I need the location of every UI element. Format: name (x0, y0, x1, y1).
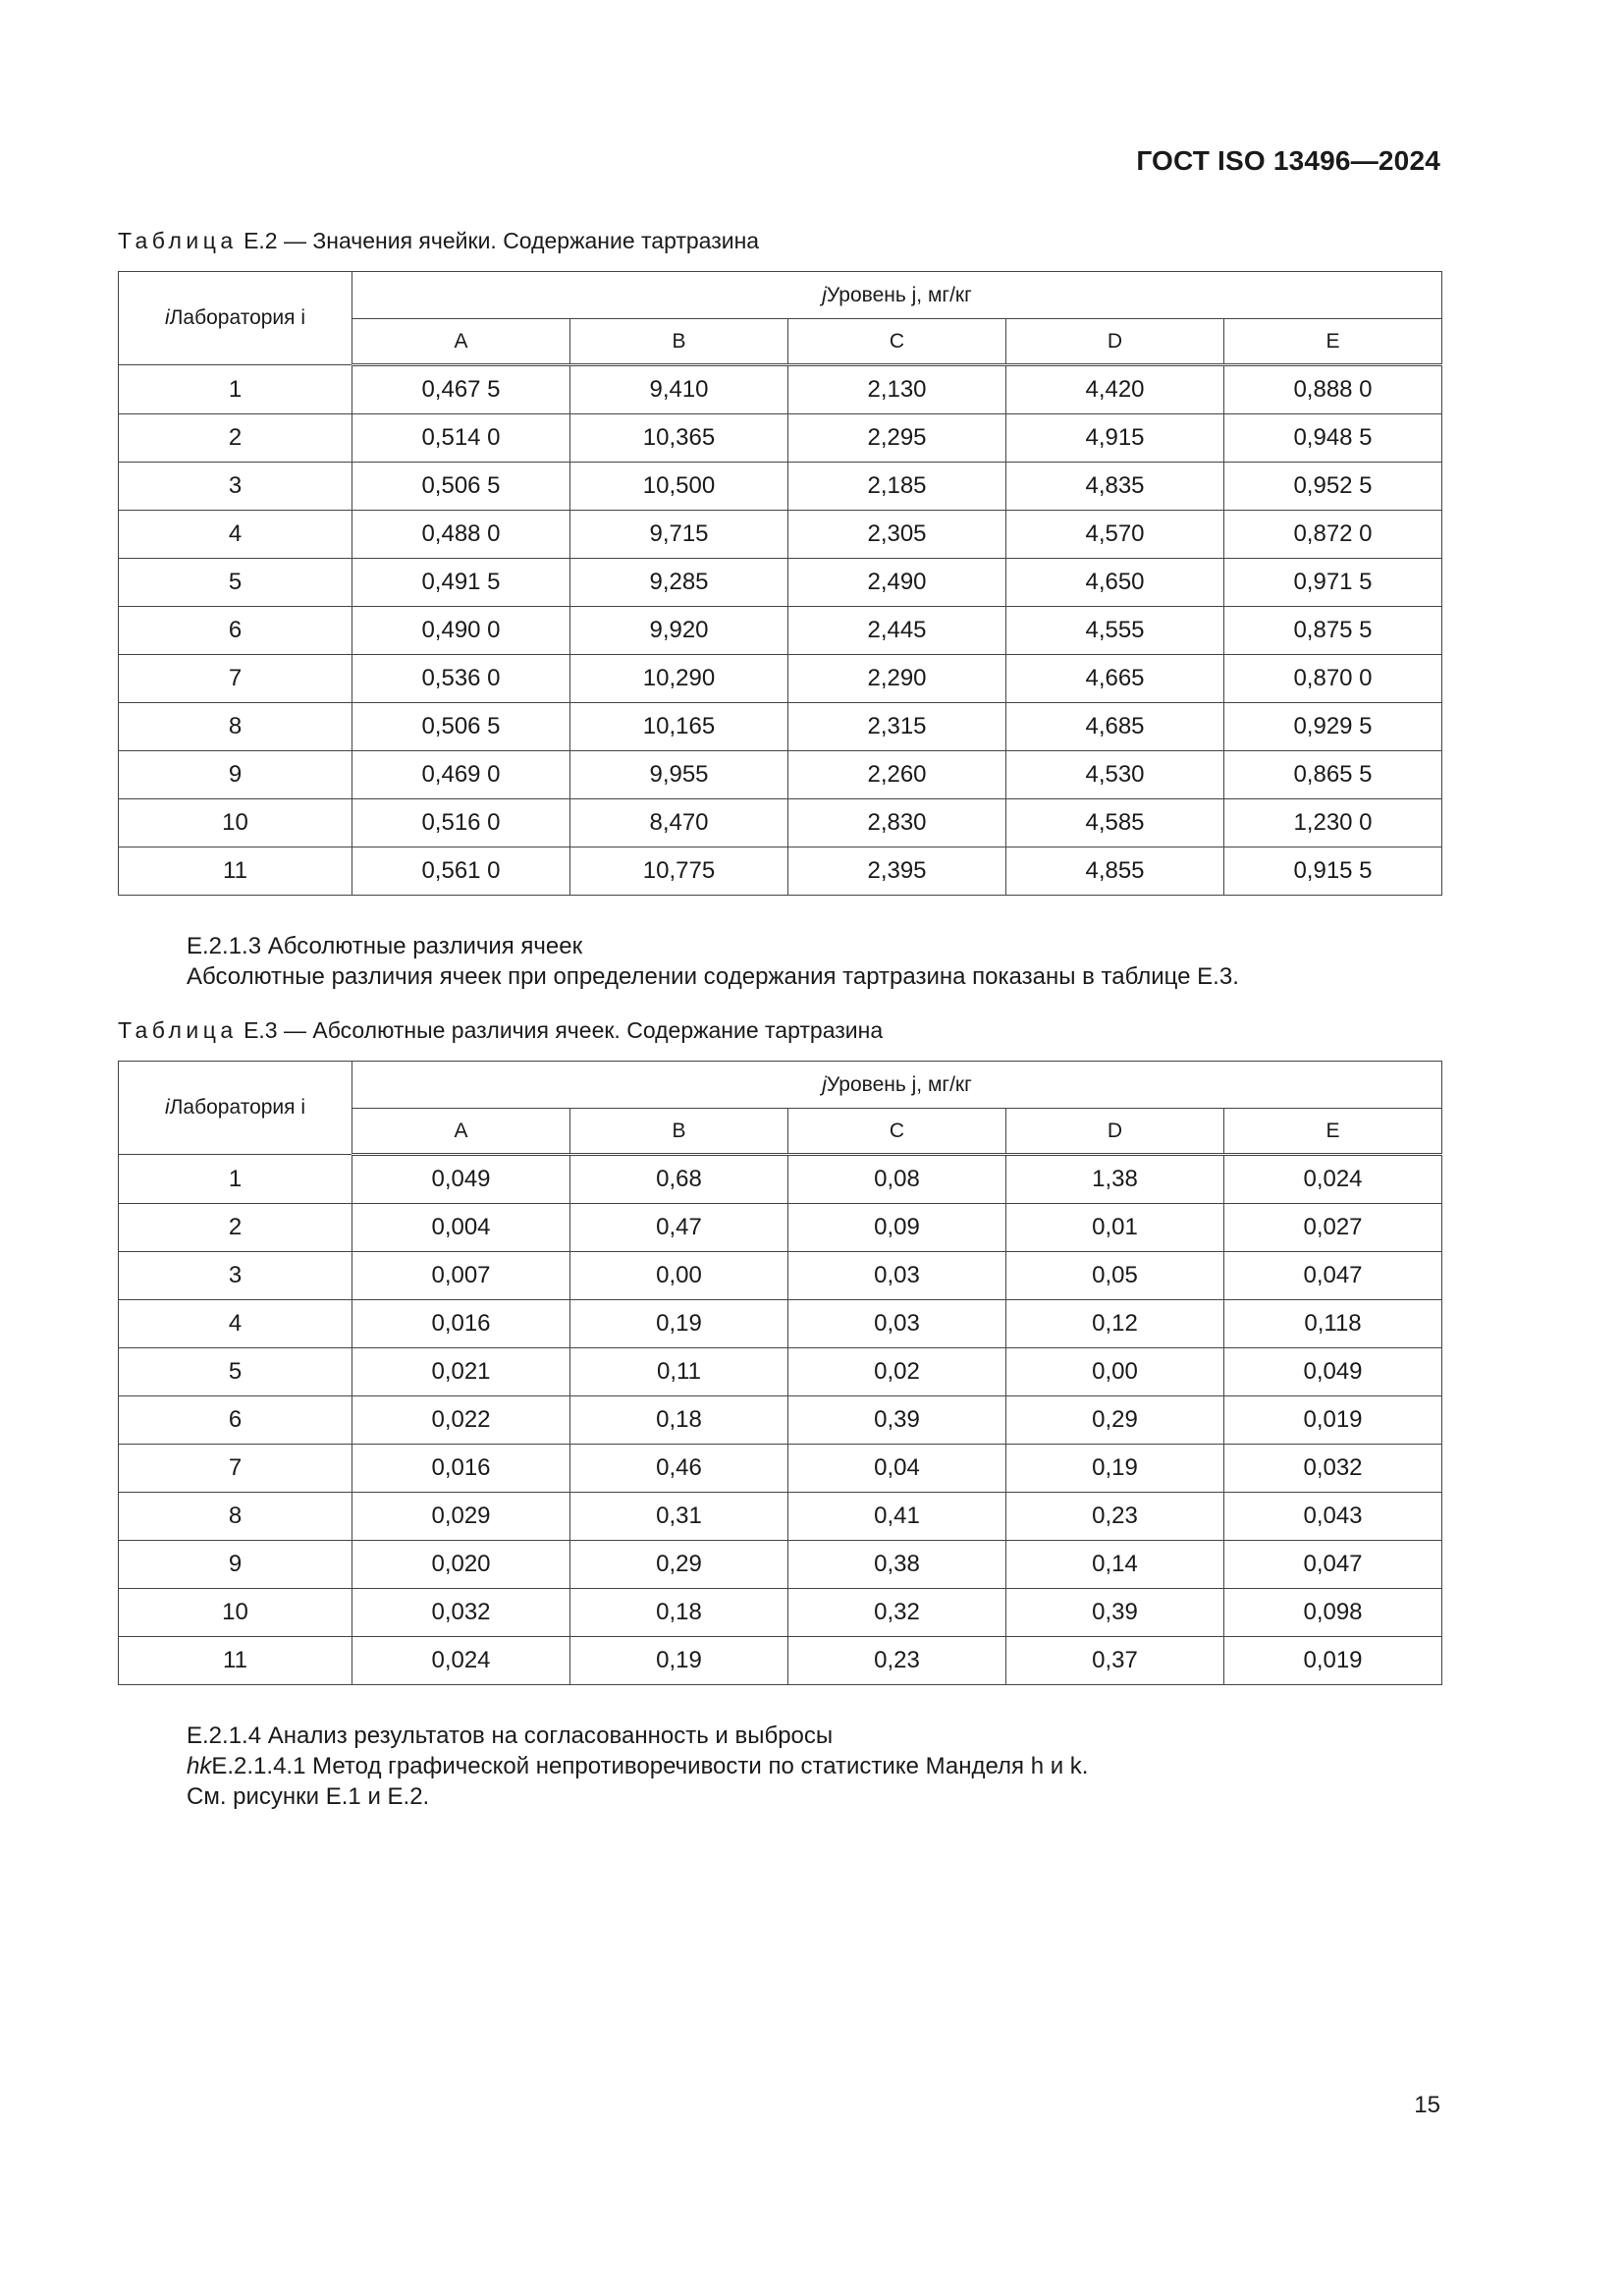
section-e213 (187, 931, 1239, 992)
value-cell: 0,490 0 (352, 607, 570, 655)
caption-word: Таблица (118, 1017, 238, 1043)
value-cell: 0,514 0 (352, 414, 570, 463)
table-row (119, 1493, 1442, 1541)
value-cell: 0,929 5 (1224, 703, 1442, 751)
value-cell: 0,865 5 (1224, 751, 1442, 799)
table-row (119, 1541, 1442, 1589)
value-cell: 10,775 (570, 847, 788, 896)
value-cell: 4,530 (1006, 751, 1224, 799)
value-cell: 0,14 (1006, 1541, 1224, 1589)
value-cell: 4,685 (1006, 703, 1224, 751)
value-cell: 0,032 (352, 1589, 570, 1637)
value-cell: 0,049 (352, 1155, 570, 1204)
value-cell: 0,09 (788, 1204, 1006, 1252)
column-header-d: D (1006, 319, 1224, 365)
value-cell: 0,047 (1224, 1541, 1442, 1589)
value-cell: 2,315 (788, 703, 1006, 751)
lab-number-cell: 2 (119, 1204, 352, 1252)
value-cell: 0,04 (788, 1445, 1006, 1493)
value-cell: 9,920 (570, 607, 788, 655)
value-cell: 4,570 (1006, 511, 1224, 559)
value-cell: 2,290 (788, 655, 1006, 703)
value-cell: 0,022 (352, 1396, 570, 1445)
subsection-heading: hkЕ.2.1.4.1 Метод графической непротиворечивости по статистике Манделя h и k. (187, 1753, 1089, 1779)
value-cell: 4,915 (1006, 414, 1224, 463)
value-cell: 2,395 (788, 847, 1006, 896)
value-cell: 0,024 (352, 1637, 570, 1685)
value-cell: 0,00 (570, 1252, 788, 1300)
value-cell: 0,41 (788, 1493, 1006, 1541)
lab-number-cell: 9 (119, 1541, 352, 1589)
value-cell: 0,021 (352, 1348, 570, 1396)
value-cell: 2,490 (788, 559, 1006, 607)
value-cell: 0,004 (352, 1204, 570, 1252)
value-cell: 0,098 (1224, 1589, 1442, 1637)
value-cell: 0,03 (788, 1252, 1006, 1300)
value-cell: 4,835 (1006, 463, 1224, 511)
section-heading: Е.2.1.3 Абсолютные различия ячеек (187, 933, 583, 959)
lab-number-cell: 5 (119, 559, 352, 607)
value-cell: 2,260 (788, 751, 1006, 799)
table-row (119, 1348, 1442, 1396)
value-cell: 0,872 0 (1224, 511, 1442, 559)
table-row (119, 1637, 1442, 1685)
value-cell: 2,830 (788, 799, 1006, 847)
table-row (119, 1155, 1442, 1204)
column-header-b: B (570, 1109, 788, 1155)
value-cell: 0,561 0 (352, 847, 570, 896)
value-cell: 0,39 (1006, 1589, 1224, 1637)
table-row (119, 655, 1442, 703)
value-cell: 8,470 (570, 799, 788, 847)
table-e3 (118, 1061, 1442, 1685)
table-row (119, 365, 1442, 414)
lab-number-cell: 1 (119, 365, 352, 414)
page-number: 15 (1414, 2092, 1440, 2118)
value-cell: 0,12 (1006, 1300, 1224, 1348)
value-cell: 2,185 (788, 463, 1006, 511)
lab-number-cell: 3 (119, 1252, 352, 1300)
value-cell: 0,23 (1006, 1493, 1224, 1541)
level-column-header: jУровень j, мг/кг (352, 272, 1442, 319)
lab-number-cell: 6 (119, 1396, 352, 1445)
value-cell: 0,047 (1224, 1252, 1442, 1300)
value-cell: 0,38 (788, 1541, 1006, 1589)
table-row (119, 847, 1442, 896)
table-row (119, 1396, 1442, 1445)
lab-number-cell: 7 (119, 1445, 352, 1493)
value-cell: 0,952 5 (1224, 463, 1442, 511)
value-cell: 4,585 (1006, 799, 1224, 847)
value-cell: 2,305 (788, 511, 1006, 559)
value-cell: 4,555 (1006, 607, 1224, 655)
caption-text: Е.2 — Значения ячейки. Содержание тартразина (243, 228, 760, 253)
lab-number-cell: 11 (119, 847, 352, 896)
table-row (119, 1445, 1442, 1493)
value-cell: 0,18 (570, 1396, 788, 1445)
value-cell: 9,955 (570, 751, 788, 799)
table-e2 (118, 271, 1442, 896)
value-cell: 0,118 (1224, 1300, 1442, 1348)
caption-text: Е.3 — Абсолютные различия ячеек. Содержание тартразина (243, 1017, 884, 1043)
value-cell: 0,016 (352, 1445, 570, 1493)
value-cell: 10,500 (570, 463, 788, 511)
table-row (119, 559, 1442, 607)
value-cell: 0,68 (570, 1155, 788, 1204)
value-cell: 4,665 (1006, 655, 1224, 703)
section-text: Абсолютные различия ячеек при определении содержания тартразина показаны в таблице Е.3. (187, 963, 1239, 990)
lab-number-cell: 5 (119, 1348, 352, 1396)
column-header-a: A (352, 319, 570, 365)
column-header-c: C (788, 1109, 1006, 1155)
column-header-b: B (570, 319, 788, 365)
value-cell: 0,016 (352, 1300, 570, 1348)
document-header: ГОСТ ISO 13496—2024 (1136, 145, 1440, 176)
lab-number-cell: 4 (119, 1300, 352, 1348)
value-cell: 0,032 (1224, 1445, 1442, 1493)
value-cell: 0,19 (1006, 1445, 1224, 1493)
value-cell: 0,23 (788, 1637, 1006, 1685)
column-header-d: D (1006, 1109, 1224, 1155)
lab-number-cell: 1 (119, 1155, 352, 1204)
figure-reference: См. рисунки Е.1 и Е.2. (187, 1783, 430, 1810)
lab-number-cell: 7 (119, 655, 352, 703)
value-cell: 0,888 0 (1224, 365, 1442, 414)
column-header-a: A (352, 1109, 570, 1155)
table-row (119, 414, 1442, 463)
section-e214 (187, 1721, 1088, 1812)
value-cell: 0,491 5 (352, 559, 570, 607)
value-cell: 2,445 (788, 607, 1006, 655)
lab-number-cell: 10 (119, 799, 352, 847)
value-cell: 0,024 (1224, 1155, 1442, 1204)
value-cell: 0,46 (570, 1445, 788, 1493)
value-cell: 2,295 (788, 414, 1006, 463)
table-e3-caption (118, 1017, 883, 1044)
column-header-e: E (1224, 1109, 1442, 1155)
value-cell: 0,506 5 (352, 463, 570, 511)
value-cell: 0,37 (1006, 1637, 1224, 1685)
value-cell: 0,47 (570, 1204, 788, 1252)
value-cell: 10,290 (570, 655, 788, 703)
value-cell: 0,516 0 (352, 799, 570, 847)
table-row (119, 607, 1442, 655)
table-row (119, 511, 1442, 559)
lab-number-cell: 8 (119, 703, 352, 751)
value-cell: 0,05 (1006, 1252, 1224, 1300)
value-cell: 0,020 (352, 1541, 570, 1589)
value-cell: 0,18 (570, 1589, 788, 1637)
value-cell: 2,130 (788, 365, 1006, 414)
value-cell: 0,03 (788, 1300, 1006, 1348)
table-row (119, 1589, 1442, 1637)
lab-number-cell: 4 (119, 511, 352, 559)
table-row (119, 799, 1442, 847)
value-cell: 0,007 (352, 1252, 570, 1300)
value-cell: 9,715 (570, 511, 788, 559)
value-cell: 0,02 (788, 1348, 1006, 1396)
lab-column-header: iЛаборатория i (119, 272, 352, 365)
value-cell: 0,536 0 (352, 655, 570, 703)
value-cell: 0,506 5 (352, 703, 570, 751)
value-cell: 0,39 (788, 1396, 1006, 1445)
value-cell: 10,165 (570, 703, 788, 751)
table-row (119, 1300, 1442, 1348)
value-cell: 4,855 (1006, 847, 1224, 896)
table-row (119, 1204, 1442, 1252)
value-cell: 0,870 0 (1224, 655, 1442, 703)
lab-number-cell: 6 (119, 607, 352, 655)
table-e2-caption (118, 228, 759, 254)
table-row (119, 1252, 1442, 1300)
value-cell: 0,915 5 (1224, 847, 1442, 896)
value-cell: 0,19 (570, 1637, 788, 1685)
section-heading: Е.2.1.4 Анализ результатов на согласованность и выбросы (187, 1722, 834, 1749)
lab-number-cell: 10 (119, 1589, 352, 1637)
value-cell: 9,410 (570, 365, 788, 414)
value-cell: 0,469 0 (352, 751, 570, 799)
table-row (119, 751, 1442, 799)
value-cell: 0,01 (1006, 1204, 1224, 1252)
value-cell: 0,467 5 (352, 365, 570, 414)
column-header-e: E (1224, 319, 1442, 365)
value-cell: 9,285 (570, 559, 788, 607)
value-cell: 0,971 5 (1224, 559, 1442, 607)
value-cell: 0,32 (788, 1589, 1006, 1637)
value-cell: 4,420 (1006, 365, 1224, 414)
value-cell: 0,948 5 (1224, 414, 1442, 463)
value-cell: 0,00 (1006, 1348, 1224, 1396)
value-cell: 0,31 (570, 1493, 788, 1541)
value-cell: 0,488 0 (352, 511, 570, 559)
table-row (119, 463, 1442, 511)
value-cell: 0,29 (570, 1541, 788, 1589)
value-cell: 0,29 (1006, 1396, 1224, 1445)
value-cell: 0,019 (1224, 1637, 1442, 1685)
lab-number-cell: 9 (119, 751, 352, 799)
table-row (119, 703, 1442, 751)
lab-number-cell: 2 (119, 414, 352, 463)
value-cell: 0,029 (352, 1493, 570, 1541)
value-cell: 10,365 (570, 414, 788, 463)
value-cell: 0,11 (570, 1348, 788, 1396)
lab-number-cell: 8 (119, 1493, 352, 1541)
table-e2-body (119, 365, 1442, 896)
value-cell: 0,08 (788, 1155, 1006, 1204)
lab-number-cell: 3 (119, 463, 352, 511)
value-cell: 0,049 (1224, 1348, 1442, 1396)
value-cell: 0,19 (570, 1300, 788, 1348)
value-cell: 1,230 0 (1224, 799, 1442, 847)
value-cell: 0,027 (1224, 1204, 1442, 1252)
lab-column-header: iЛаборатория i (119, 1062, 352, 1155)
table-e3-body (119, 1155, 1442, 1685)
level-column-header: jУровень j, мг/кг (352, 1062, 1442, 1109)
lab-number-cell: 11 (119, 1637, 352, 1685)
value-cell: 4,650 (1006, 559, 1224, 607)
value-cell: 1,38 (1006, 1155, 1224, 1204)
caption-word: Таблица (118, 228, 238, 253)
value-cell: 0,019 (1224, 1396, 1442, 1445)
value-cell: 0,043 (1224, 1493, 1442, 1541)
value-cell: 0,875 5 (1224, 607, 1442, 655)
column-header-c: C (788, 319, 1006, 365)
